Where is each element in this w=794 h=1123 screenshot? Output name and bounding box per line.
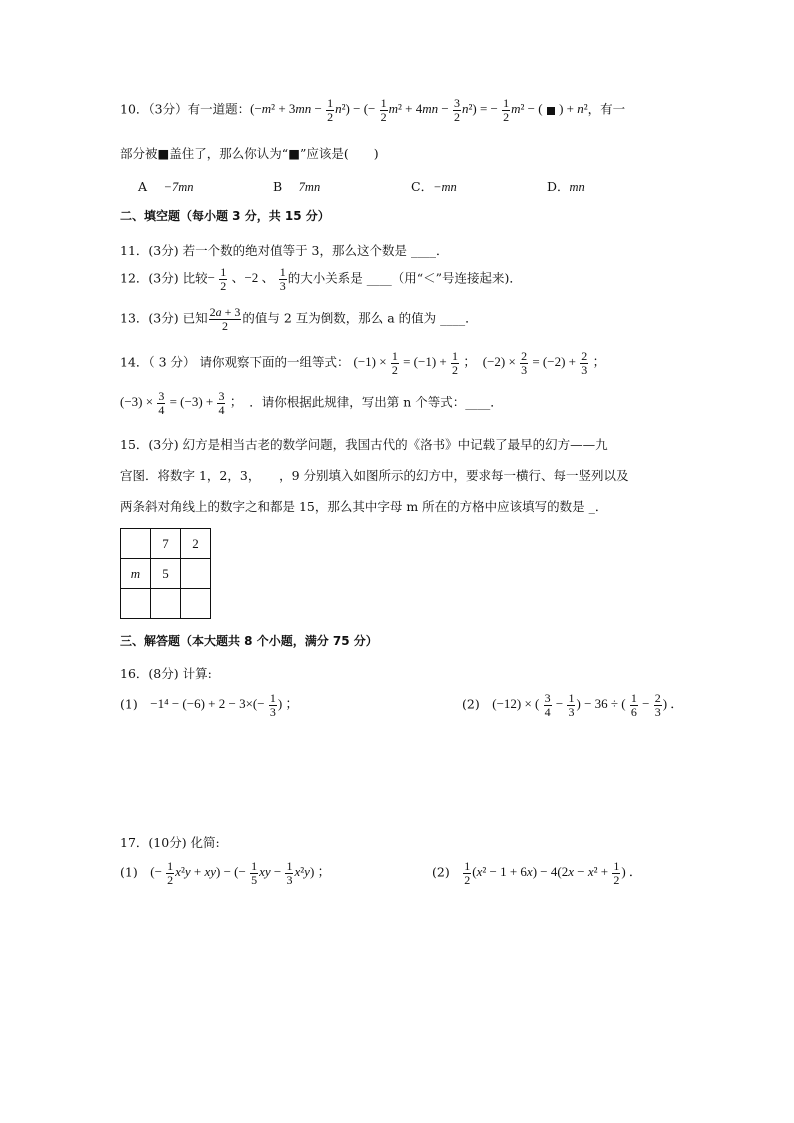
grid-cell bbox=[181, 559, 211, 589]
q10-line1 bbox=[120, 97, 625, 124]
option-letter: B bbox=[273, 179, 283, 194]
option-value: 7mn bbox=[298, 180, 321, 194]
q13-suffix: 的值与 2 互为倒数，那么 a 的值为 ____． bbox=[242, 310, 478, 326]
grid-row bbox=[121, 589, 211, 619]
grid-cell: 2 bbox=[181, 529, 211, 559]
grid-row bbox=[121, 529, 211, 559]
grid-cell bbox=[121, 589, 151, 619]
q17-title: 17．(10分) 化简: bbox=[120, 835, 220, 850]
cover-square-icon bbox=[547, 107, 555, 115]
grid-cell: 5 bbox=[151, 559, 181, 589]
q12-prefix: 12．(3分) 比较 bbox=[120, 270, 208, 286]
q13-fraction: $\frac{2a + 3}{2}$ bbox=[209, 305, 241, 333]
q17-part2-expression: $\frac{1}{2}$ (x² − 1 + 6x) − 4(2x − x² + $\frac{1}{2}$ ) ． bbox=[464, 859, 642, 887]
option-value: −mn bbox=[433, 180, 457, 194]
section-2-header: 二、填空题（每小题 3 分，共 15 分） bbox=[120, 209, 330, 223]
grid-cell: 7 bbox=[151, 529, 181, 559]
q10-line2: 部分被■盖住了，那么你认为“■”应该是( ) bbox=[120, 146, 379, 161]
q12-numbers: − $\frac{1}{2}$ 、−2 、 $\frac{1}{3}$ bbox=[207, 265, 286, 293]
q12-suffix: 的大小关系是 ____（用“＜”号连接起来)． bbox=[287, 270, 522, 286]
q14-line1 bbox=[120, 350, 606, 377]
section-3-header: 三、解答题（本大题共 8 个小题，满分 75 分） bbox=[120, 634, 378, 648]
grid-cell bbox=[121, 529, 151, 559]
q10-expression: (−m² + 3mn − $\frac{1}{2}$ n²) − (− $\frac{1}{2}$ m² + 4mn − $\frac{3}{2}$ n²) = − $\frac{1}{2}$ m² − ( ) + n² bbox=[250, 96, 588, 124]
q12 bbox=[120, 266, 522, 293]
q16-part1-expression: −1⁴ − (−6) + 2 − 3×(− $\frac{1}{3}$ ) ； bbox=[150, 691, 299, 719]
q13 bbox=[120, 306, 478, 333]
q13-prefix: 13．(3分) 已知 bbox=[120, 310, 208, 326]
q16-part2-label: (2) bbox=[462, 696, 480, 712]
q14-suffix: ．请你根据此规律，写出第 n 个等式：____． bbox=[249, 394, 503, 410]
grid-row bbox=[121, 559, 211, 589]
q17-part1-label: (1) bbox=[120, 864, 138, 880]
q10-prefix: 10．（3分）有一道题： bbox=[120, 101, 251, 117]
grid-cell bbox=[181, 589, 211, 619]
option-letter: D． bbox=[547, 179, 570, 194]
q16-part1-label: (1) bbox=[120, 696, 138, 712]
option-value: mn bbox=[569, 180, 585, 194]
magic-square-grid bbox=[120, 528, 211, 619]
q17-part2 bbox=[432, 860, 642, 887]
q10-option-a[interactable] bbox=[138, 177, 193, 195]
option-value: −7mn bbox=[163, 180, 194, 194]
q10-suffix: ，有一 bbox=[587, 101, 626, 117]
q17-part2-label: (2) bbox=[432, 864, 450, 880]
option-letter: C． bbox=[411, 179, 434, 194]
q10-option-b[interactable] bbox=[273, 177, 320, 195]
q15-line3: 两条斜对角线上的数字之和都是 15，那么其中字母 m 所在的方格中应该填写的数是 _． bbox=[120, 499, 608, 514]
grid-cell: m bbox=[121, 559, 151, 589]
q17-part1-expression: (− $\frac{1}{2}$ x²y + xy) − (− $\frac{1}{5}$ xy − $\frac{1}{3}$ x²y) ； bbox=[150, 859, 331, 887]
q10-option-c[interactable] bbox=[411, 177, 457, 195]
q14-line2 bbox=[120, 390, 503, 417]
q16-title: 16．(8分) 计算: bbox=[120, 666, 212, 681]
q16-part2-expression: (−12) × ( $\frac{3}{4}$ − $\frac{1}{3}$ ) − 36 ÷ ( $\frac{1}{6}$ − $\frac{2}{3}$ ) ． bbox=[492, 691, 684, 719]
q16-part2 bbox=[462, 692, 683, 719]
option-letter: A bbox=[138, 179, 148, 194]
q16-part1 bbox=[120, 692, 298, 719]
q14-equations: (−1) × $\frac{1}{2}$ = (−1) + $\frac{1}{2}$ ； (−2) × $\frac{2}{3}$ = (−2) + $\frac{2}{3}$ ； bbox=[353, 349, 606, 377]
grid-cell bbox=[151, 589, 181, 619]
q10-option-d[interactable] bbox=[547, 177, 585, 195]
q14-prefix: 14．（ 3 分） 请你观察下面的一组等式： bbox=[120, 354, 350, 370]
q15-line2: 宫图．将数字 1，2，3， ，9 分别填入如图所示的幻方中，要求每一横行、每一竖列以及 bbox=[120, 468, 629, 483]
q11: 11．(3分) 若一个数的绝对值等于 3，那么这个数是 ____． bbox=[120, 243, 449, 258]
q14-equation-3: (−3) × $\frac{3}{4}$ = (−3) + $\frac{3}{4}$ ； bbox=[120, 389, 250, 417]
q17-part1 bbox=[120, 860, 331, 887]
q15-line1: 15．(3分) 幻方是相当古老的数学问题，我国古代的《洛书》中记载了最早的幻方——九 bbox=[120, 437, 608, 452]
